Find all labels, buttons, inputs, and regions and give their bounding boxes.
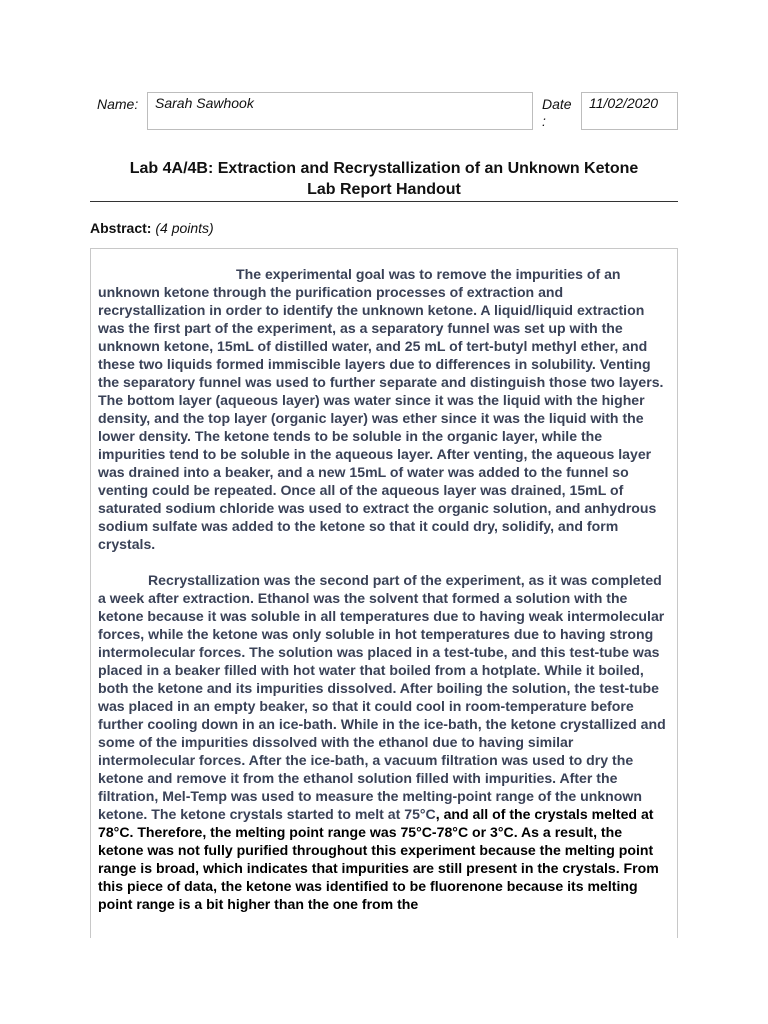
name-label: Name:	[97, 96, 139, 112]
abstract-paragraph-1: The experimental goal was to remove the impurities of an unknown ketone through the purification processes of extraction and recrystallization in order to identify the unknown ketone. A liquid/liquid extraction was the first part of the experiment, as a separatory funnel was set up with the unknown ketone, 15mL of distilled water, and 25 mL of tert-butyl methyl ether, and these two liquids formed immiscible layers due to differences in solubility. Venting the separatory funnel was used to further separate and distinguish those two layers. The bottom layer (aqueous layer) was water since it was the liquid with the higher density, and the top layer (organic layer) was ether since it was the liquid with the lower density. The ketone tends to be soluble in the organic layer, while the impurities tend to be soluble in the aqueous layer. After venting, the aqueous layer was drained into a beaker, and a new 15mL of water was added to the funnel so venting could be repeated. Once all of the aqueous layer was drained, 15mL of saturated sodium chloride was used to extract the organic solution, and anhydrous sodium sulfate was added to the ketone so that it could dry, solidify, and form crystals.	[98, 266, 664, 552]
abstract-points: (4 points)	[155, 220, 214, 236]
abstract-label: Abstract:	[90, 220, 152, 236]
name-field[interactable]: Sarah Sawhook	[147, 92, 533, 130]
abstract-paragraph-2-part-a: Recrystallization was the second part of the experiment, as it was completed a week after extraction. Ethanol was the solvent that formed a solution with the ketone because it was soluble in all temperatures due to having weak intermolecular forces, while the ketone was only soluble in hot temperatures due to having strong intermolecular forces. The solution was placed in a test-tube, and this test-tube was placed in a beaker filled with hot water that boiled from a hotplate. While it boiled, both the ketone and its impurities dissolved. After boiling the solution, the test-tube was placed in an empty beaker, so that it could cool in room-temperature before further cooling down in an ice-bath. While in the ice-bath, the ketone crystallized and some of the impurities dissolved with the ethanol due to having similar intermolecular forces. After the ice-bath, a vacuum filtration was used to dry the ketone and remove it from the ethanol solution filled with impurities. After the filtration, Mel-Temp was used to measure the melting-point range of the unknown ketone. The ketone crystals started to melt at 75°C	[98, 572, 666, 822]
title-divider	[90, 201, 678, 202]
abstract-heading	[90, 220, 214, 236]
page-title	[90, 158, 678, 200]
title-line-2: Lab Report Handout	[307, 181, 461, 198]
date-field[interactable]: 11/02/2020	[581, 92, 678, 130]
abstract-text-box[interactable]	[90, 248, 678, 938]
header-row	[0, 92, 768, 132]
title-line-1: Lab 4A/4B: Extraction and Recrystallization of an Unknown Ketone	[129, 160, 639, 177]
abstract-paragraph-2	[98, 571, 671, 913]
abstract-paragraph-2-part-b: , and all of the crystals melted at 78°C. Therefore, the melting point range was 75°C-78°C or 3°C. As a result, the ketone was not fully purified throughout this experiment because the melting point range is broad, which indicates that impurities are still present in the crystals. From this piece of data, the ketone was identified to be fluorenone because its melting point range is a bit higher than the one from the	[98, 806, 659, 912]
date-label: Date :	[542, 96, 572, 129]
